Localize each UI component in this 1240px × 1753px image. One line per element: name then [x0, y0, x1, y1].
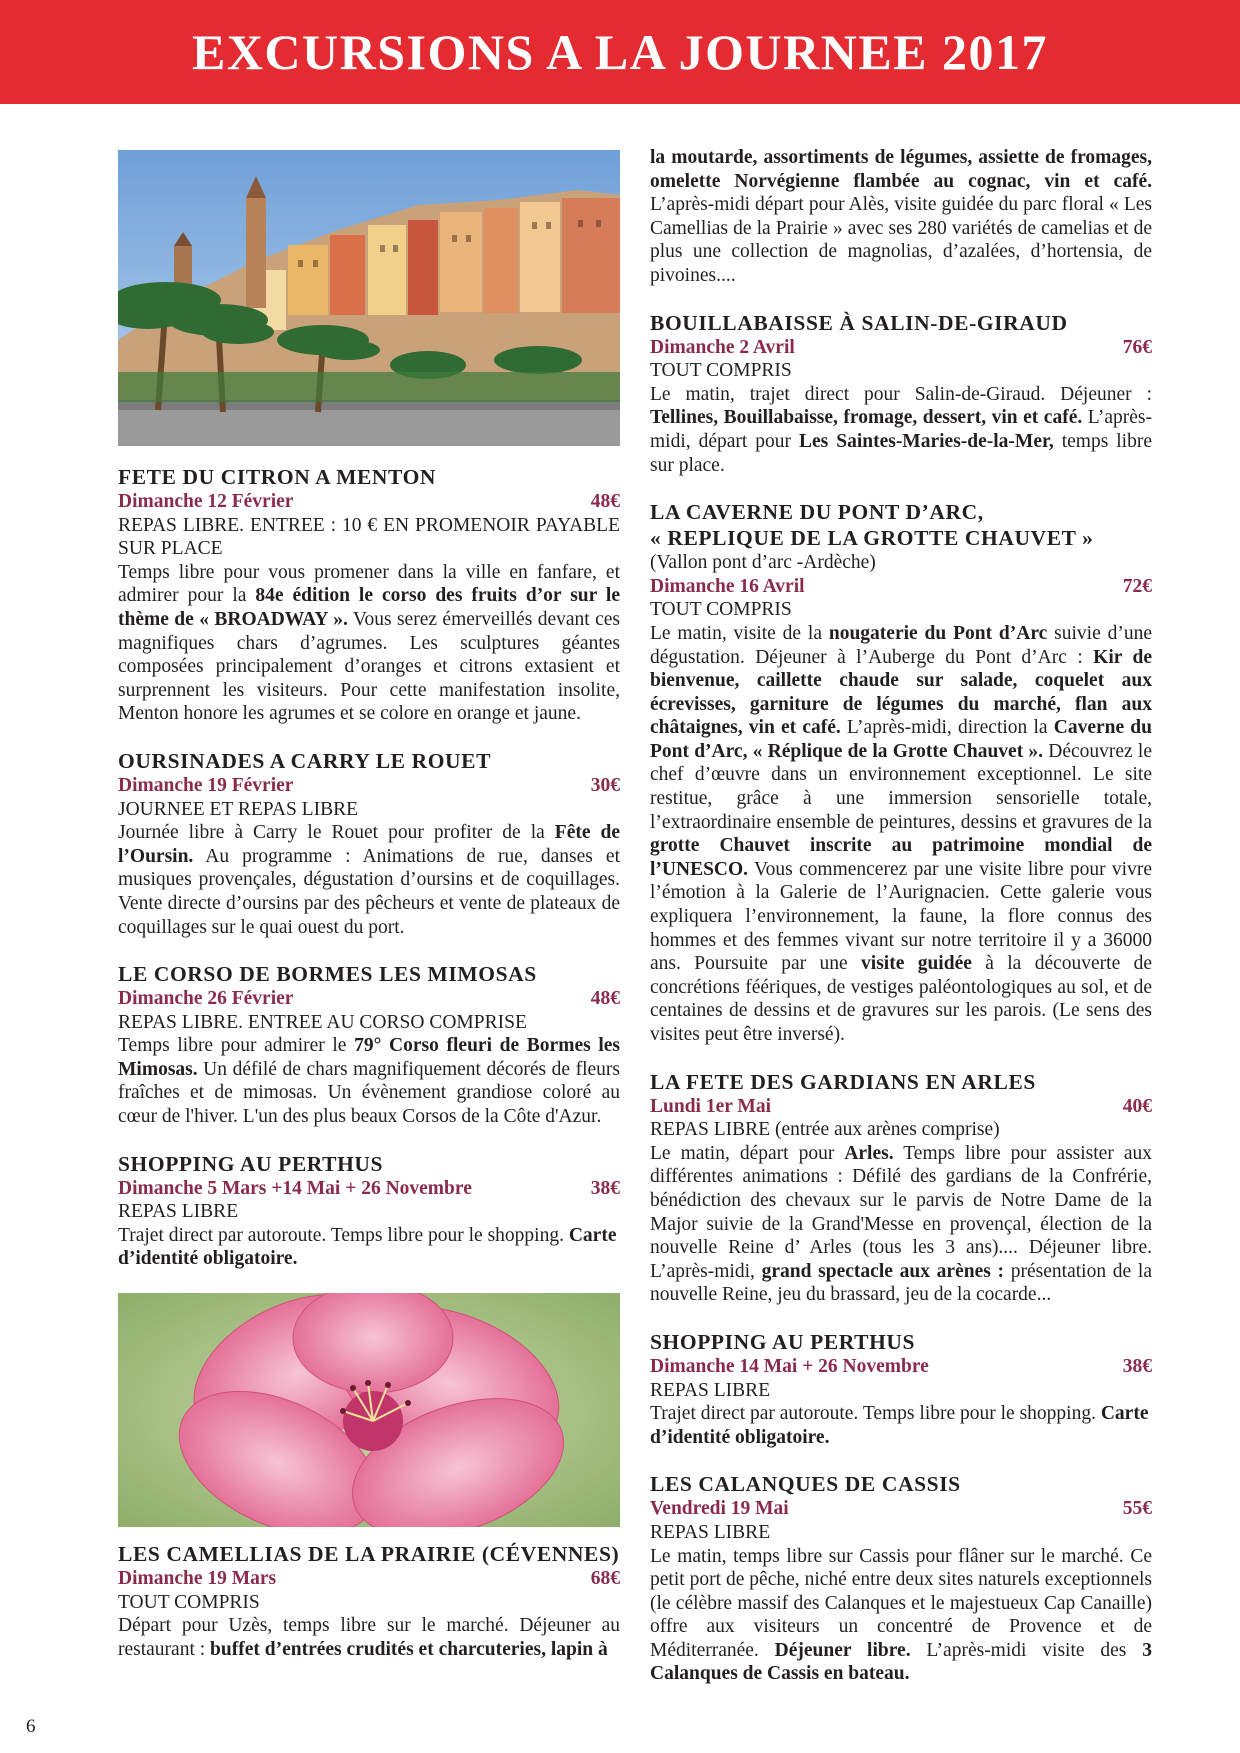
event-date: Dimanche 19 Février	[118, 774, 294, 796]
bold-text-run: la moutarde, assortiments de légumes, assiette de fromages, omelette Norvégienne flambée au cognac, vin et café.	[650, 147, 1152, 192]
section-shopping-perthus-2	[650, 1329, 1152, 1449]
event-price: 40€	[1122, 1095, 1152, 1117]
bold-text-run: Les Saintes-Maries-de-la-Mer,	[799, 430, 1054, 452]
bold-text-run: 79° Corso fleuri de Bormes les Mimosas.	[118, 1035, 620, 1080]
event-date: Dimanche 26 Février	[118, 988, 294, 1010]
bold-text-run: grotte Chauvet inscrite au patrimoine mondial de l’UNESCO.	[650, 835, 1152, 880]
menton-photo	[118, 150, 620, 446]
event-price: 38€	[590, 1177, 620, 1199]
event-price: 68€	[590, 1568, 620, 1590]
section-title: LA CAVERNE DU PONT D’ARC,	[650, 500, 984, 525]
event-description	[650, 383, 1152, 477]
event-note: JOURNEE ET REPAS LIBRE	[118, 798, 358, 820]
section-title-line2: « REPLIQUE DE LA GROTTE CHAUVET »	[650, 526, 1094, 551]
bold-text-run: 84e édition le corso des fruits d’or sur le thème de « BROADWAY ».	[118, 585, 620, 630]
event-price: 48€	[590, 491, 620, 512]
date-price-row	[118, 1177, 620, 1201]
bold-text-run: Caverne du Pont d’Arc, « Réplique de la Grotte Chauvet ».	[650, 717, 1152, 762]
event-price: 30€	[590, 774, 620, 796]
page-number: 6	[26, 1716, 36, 1737]
section-fete-gardians	[650, 1069, 1152, 1307]
text-run: L’après-midi, départ pour	[650, 407, 1152, 452]
text-run: Vous commencerez par une visite libre pour vivre l’émotion à la Galerie de l’Aurignacien. Cette galerie vous expliquera l’environnement, la faune, la flore connus des hommes et des femmes vivant sur notre territoire il y a 36000 ans. Poursuite par une	[650, 858, 1152, 975]
text-run: Au programme : Animations de rue, danses et musiques provençales, dégustation d’oursins et de coquillages. Vente directe d’oursins par des pêcheurs et vente de plateaux de coquillages sur le quai ouest du port.	[118, 845, 620, 938]
bold-text-run: Fête de l’Oursin.	[118, 822, 620, 867]
event-price: 55€	[1122, 1498, 1152, 1520]
event-date: Dimanche 19 Mars	[118, 1568, 277, 1590]
event-subtitle: (Vallon pont d’arc -Ardèche)	[650, 552, 876, 574]
bold-text-run: Carte d’identité obligatoire.	[118, 1224, 617, 1270]
left-column	[118, 150, 620, 1661]
event-description	[118, 561, 620, 726]
camellia-flower-photo	[118, 1293, 620, 1527]
event-date: Dimanche 5 Mars +14 Mai + 26 Novembre	[118, 1177, 472, 1199]
event-price: 38€	[1122, 1355, 1152, 1377]
bold-text-run: Kir de bienvenue, caillette chaude sur salade, coquelet aux écrevisses, garniture de légumes du marché, flan aux châtaignes, vin et café.	[650, 646, 1152, 739]
text-run: Découvrez le chef d’œuvre dans un environnement exceptionnel. Le site restitue, grâce à une immersion sensorielle totale, l’extraordinaire ensemble de peintures, dessins et gravures de la	[650, 740, 1152, 833]
event-date: Dimanche 14 Mai + 26 Novembre	[650, 1355, 929, 1377]
camellias-continued-text	[650, 146, 1152, 288]
text-run: temps libre sur place.	[650, 430, 1152, 476]
bold-text-run: Tellines, Bouillabaisse, fromage, dessert, vin et café.	[650, 407, 1083, 429]
text-run: L’après-midi départ pour Alès, visite guidée du parc floral « Les Camellias de la Prairie » avec ses 280 variétés de camelias et de plus une collection de magnolias, d’azalées, d’hortensia, de pivoines....	[650, 194, 1152, 286]
section-camellias	[118, 1541, 620, 1661]
text-run: L’après-midi visite des	[910, 1639, 1143, 1661]
date-price-row	[650, 1355, 1152, 1379]
text-run: Trajet direct par autoroute. Temps libre pour le shopping.	[650, 1403, 1101, 1425]
text-run: Temps libre pour admirer le	[118, 1035, 355, 1057]
bold-text-run: Carte d’identité obligatoire.	[650, 1403, 1149, 1448]
event-date: Lundi 1er Mai	[650, 1095, 771, 1117]
event-description	[650, 1142, 1152, 1307]
event-date: Dimanche 2 Avril	[650, 336, 795, 358]
date-price-row	[118, 987, 620, 1011]
date-price-row	[118, 490, 620, 514]
event-date: Vendredi 19 Mai	[650, 1498, 789, 1520]
text-run: Trajet direct par autoroute. Temps libre pour le shopping.	[118, 1224, 569, 1246]
text-run: Le matin, trajet direct pour Salin-de-Giraud. Déjeuner :	[650, 383, 1152, 405]
event-note: REPAS LIBRE (entrée aux arènes comprise)	[650, 1119, 1000, 1141]
event-description	[650, 622, 1152, 1047]
event-note: TOUT COMPRIS	[650, 360, 792, 382]
text-run: Journée libre à Carry le Rouet pour profiter de la	[118, 822, 555, 844]
event-description	[650, 1545, 1152, 1687]
section-fete-citron	[118, 464, 620, 726]
section-title: LES CAMELLIAS DE LA PRAIRIE (CÉVENNES)	[118, 1542, 620, 1567]
event-note: TOUT COMPRIS	[650, 599, 792, 621]
text-run: Le matin, départ pour	[650, 1142, 845, 1164]
event-description	[118, 821, 620, 939]
text-run: Temps libre pour vous promener dans la ville en fanfare, et admirer pour la	[118, 561, 620, 607]
bold-text-run: Arles.	[844, 1142, 894, 1164]
section-title: LE CORSO DE BORMES LES MIMOSAS	[118, 962, 537, 987]
section-title: FETE DU CITRON A MENTON	[118, 465, 437, 489]
text-run: Vous serez émerveillés devant ces magnifiques chars d’agrumes. Les sculptures géantes composées principalement d’oranges et citrons extasient et surprennent les visiteurs. Pour cette manifestation insolite, Menton honore les agrumes et se colore en orange et jaune.	[118, 608, 620, 725]
event-price: 48€	[590, 988, 620, 1010]
section-corso-bormes	[118, 961, 620, 1129]
page-title: EXCURSIONS A LA JOURNEE 2017	[191, 24, 1049, 80]
text-run: Le matin, temps libre sur Cassis pour flâner sur le marché. Ce petit port de pêche, niché entre deux sites naturels exceptionnels (le célèbre massif des Calanques et le majestueux Cap Canaille) offre aux visiteurs un concentré de Provence et de Méditerranée.	[650, 1545, 1152, 1661]
event-description	[118, 1614, 620, 1661]
date-price-row	[650, 336, 1152, 360]
section-title: SHOPPING AU PERTHUS	[118, 1151, 384, 1176]
date-price-row	[650, 1095, 1152, 1119]
event-note: REPAS LIBRE. ENTREE AU CORSO COMPRISE	[118, 1011, 527, 1033]
bold-text-run: Déjeuner libre.	[774, 1639, 911, 1661]
date-price-row	[650, 1497, 1152, 1521]
date-price-row	[118, 1567, 620, 1591]
bold-text-run: visite guidée	[861, 953, 972, 975]
date-price-row	[118, 774, 620, 798]
text-run: L’après-midi, direction la	[840, 717, 1054, 739]
text-run: Temps libre pour assister aux différentes animations : Défilé des gardians de la Confrérie, bénédiction des chevaux sur le parvis de Notre Dame de la Major suivie de la Grand'Messe en provençal, élection de la nouvelle Reine d’ Arles (tous les 3 ans).... Déjeuner libre. L’après-midi,	[650, 1142, 1152, 1282]
event-description	[118, 1034, 620, 1128]
text-run: suivie d’une dégustation. Déjeuner à l’Auberge du Pont d’Arc :	[650, 622, 1152, 668]
section-bouillabaisse	[650, 310, 1152, 478]
event-price: 76€	[1122, 336, 1152, 358]
section-oursinades	[118, 748, 620, 939]
event-note: REPAS LIBRE	[650, 1521, 771, 1543]
event-description	[118, 1224, 620, 1271]
section-title: BOUILLABAISSE À SALIN-DE-GIRAUD	[650, 310, 1068, 335]
text-run: Le matin, visite de la	[650, 622, 829, 644]
text-run: Départ pour Uzès, temps libre sur le marché. Déjeuner au restaurant :	[118, 1615, 620, 1660]
text-run: présentation de la nouvelle Reine, jeu du brassard, jeu de la cocarde...	[650, 1260, 1152, 1306]
date-price-row	[650, 575, 1152, 599]
section-shopping-perthus	[118, 1151, 620, 1271]
event-note: REPAS LIBRE. ENTREE : 10 € EN PROMENOIR PAYABLE SUR PLACE	[118, 514, 620, 560]
event-date: Dimanche 16 Avril	[650, 575, 805, 597]
event-date: Dimanche 12 Février	[118, 491, 294, 512]
section-title: LA FETE DES GARDIANS EN ARLES	[650, 1069, 1036, 1094]
event-note: REPAS LIBRE	[650, 1379, 771, 1401]
bold-text-run: buffet d’entrées crudités et charcuteries, lapin à	[210, 1638, 608, 1660]
bold-text-run: nougaterie du Pont d’Arc	[828, 622, 1048, 644]
event-note: TOUT COMPRIS	[118, 1591, 260, 1613]
section-title: OURSINADES A CARRY LE ROUET	[118, 748, 492, 773]
section-title: SHOPPING AU PERTHUS	[650, 1329, 916, 1354]
event-note: REPAS LIBRE	[118, 1201, 239, 1223]
section-caverne-pont-arc	[650, 499, 1152, 1046]
text-run: Un défilé de chars magnifiquement décorés de fleurs fraîches et de mimosas. Un évènement grandiose coloré au cœur de l'hiver. L'un des plus beaux Corsos de la Côte d'Azur.	[118, 1058, 620, 1128]
bold-text-run: 3 Calanques de Cassis en bateau.	[650, 1639, 1152, 1685]
header-banner	[0, 0, 1240, 104]
section-calanques-cassis	[650, 1471, 1152, 1686]
right-column	[650, 146, 1152, 1686]
event-description	[650, 1402, 1152, 1449]
text-run: à la découverte de concrétions féériques, de vestiges paléontologiques au sol, et de centaines de dessins et de gravures sur les parois. (Le sens des visites peut être inversé).	[650, 953, 1152, 1045]
bold-text-run: grand spectacle aux arènes :	[761, 1260, 1005, 1282]
section-title: LES CALANQUES DE CASSIS	[650, 1472, 961, 1497]
event-price: 72€	[1122, 575, 1152, 597]
